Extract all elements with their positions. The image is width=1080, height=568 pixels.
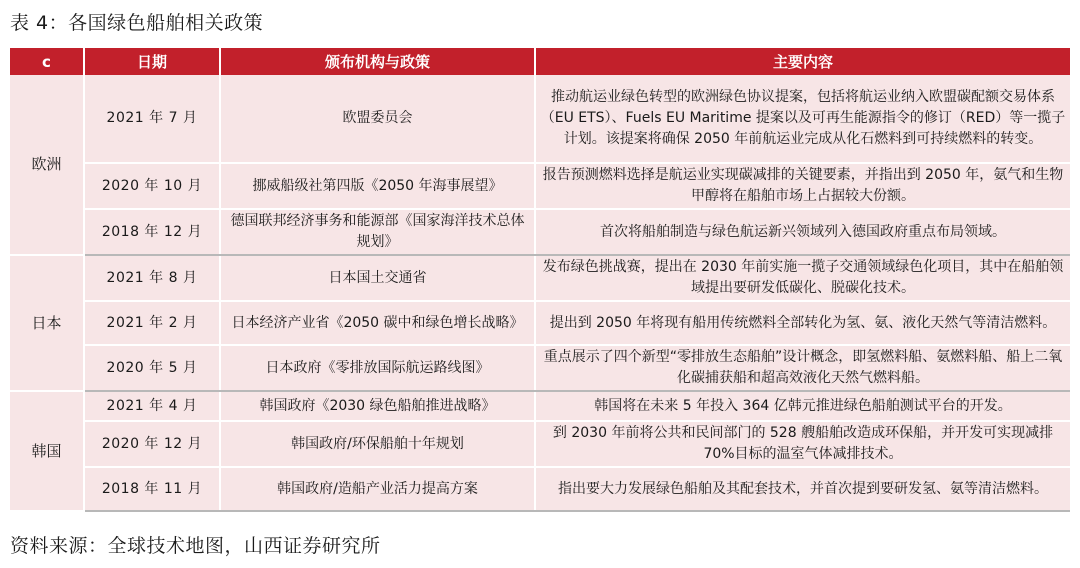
date-cell: 2021 年 7 月: [84, 75, 220, 163]
agency-cell: 日本经济产业省《2050 碳中和绿色增长战略》: [220, 301, 535, 345]
source-note: 资料来源：全球技术地图，山西证券研究所: [10, 535, 381, 557]
agency-cell: 韩国政府《2030 绿色船舶推进战略》: [220, 391, 535, 421]
region-cell: 欧洲: [10, 75, 84, 255]
header-row: [10, 48, 1070, 75]
agency-cell: 韩国政府/环保船舶十年规划: [220, 421, 535, 467]
agency-cell: 韩国政府/造船产业活力提高方案: [220, 467, 535, 511]
header-content: 主要内容: [535, 48, 1070, 75]
header-region: c: [10, 48, 84, 75]
table-row: [10, 467, 1070, 511]
content-cell: 到 2030 年前将公共和民间部门的 528 艘船舶改造成环保船，并开发可实现减排 70%目标的温室气体减排技术。: [535, 421, 1070, 467]
table-row: [10, 255, 1070, 301]
date-cell: 2018 年 11 月: [84, 467, 220, 511]
table-row: [10, 421, 1070, 467]
date-cell: 2020 年 10 月: [84, 163, 220, 209]
region-cell: 韩国: [10, 391, 84, 511]
agency-cell: 日本国土交通省: [220, 255, 535, 301]
table-row: [10, 75, 1070, 163]
content-cell: 推动航运业绿色转型的欧洲绿色协议提案，包括将航运业纳入欧盟碳配额交易体系（EU ETS）、Fuels EU Maritime 提案以及可再生能源指令的修订（RED）等一揽子计划。该提案将确保 2050 年前航运业完成从化石燃料到可持续燃料的转变。: [535, 75, 1070, 163]
table-row: [10, 301, 1070, 345]
content-cell: 韩国将在未来 5 年投入 364 亿韩元推进绿色船舶测试平台的开发。: [535, 391, 1070, 421]
date-cell: 2018 年 12 月: [84, 209, 220, 255]
content-cell: 提出到 2050 年将现有船用传统燃料全部转化为氢、氨、液化天然气等清洁燃料。: [535, 301, 1070, 345]
agency-cell: 挪威船级社第四版《2050 年海事展望》: [220, 163, 535, 209]
header-date: 日期: [84, 48, 220, 75]
date-cell: 2020 年 5 月: [84, 345, 220, 391]
content-cell: 报告预测燃料选择是航运业实现碳减排的关键要素，并指出到 2050 年，氨气和生物甲醇将在船舶市场上占据较大份额。: [535, 163, 1070, 209]
table-row: [10, 209, 1070, 255]
agency-cell: 日本政府《零排放国际航运路线图》: [220, 345, 535, 391]
date-cell: 2020 年 12 月: [84, 421, 220, 467]
date-cell: 2021 年 2 月: [84, 301, 220, 345]
table-caption: 表 4：各国绿色船舶相关政策: [10, 12, 264, 34]
content-cell: 发布绿色挑战赛，提出在 2030 年前实施一揽子交通领域绿色化项目，其中在船舶领域提出要研发低碳化、脱碳化技术。: [535, 255, 1070, 301]
content-cell: 重点展示了四个新型“零排放生态船舶”设计概念，即氢燃料船、氨燃料船、船上二氧化碳捕获船和超高效液化天然气燃料船。: [535, 345, 1070, 391]
header-agency: 颁布机构与政策: [220, 48, 535, 75]
policy-table: [10, 48, 1070, 512]
table-row: [10, 345, 1070, 391]
agency-cell: 欧盟委员会: [220, 75, 535, 163]
agency-cell: 德国联邦经济事务和能源部《国家海洋技术总体规划》: [220, 209, 535, 255]
table-row: [10, 163, 1070, 209]
content-cell: 首次将船舶制造与绿色航运新兴领域列入德国政府重点布局领域。: [535, 209, 1070, 255]
content-cell: 指出要大力发展绿色船舶及其配套技术，并首次提到要研发氢、氨等清洁燃料。: [535, 467, 1070, 511]
region-cell: 日本: [10, 255, 84, 391]
table-row: [10, 391, 1070, 421]
date-cell: 2021 年 4 月: [84, 391, 220, 421]
date-cell: 2021 年 8 月: [84, 255, 220, 301]
